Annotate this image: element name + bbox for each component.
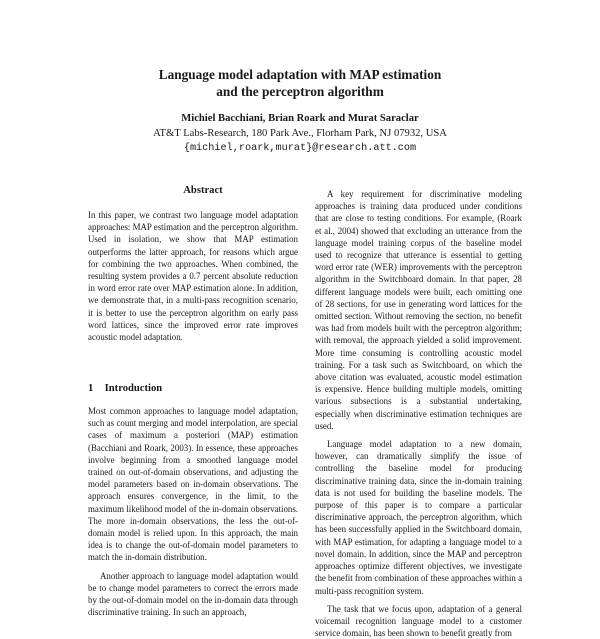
- introduction-body: [88, 405, 298, 618]
- right-column-body: [315, 188, 522, 639]
- right-paragraph-2: Language model adaptation to a new domain, however, can dramatically simplify the issue of controlling the baseline model for producing discriminative training data, since the in-domain training data is not used for building the baseline models. The purpose of this paper is to compare a particular discriminative approach, the perceptron algorithm, which has been successfully applied in the Switchboard domain, with MAP estimation, for adapting a language model to a novel domain. In addition, since the MAP and perceptron approaches optimize different objectives, we investigate the benefit from combination of these approaches within a multi-pass recognition system.: [315, 439, 523, 596]
- right-paragraph-3: The task that we focus upon, adaptation of a general voicemail recognition language model to a customer service domain, has been shown to benefit greatly from: [315, 603, 522, 639]
- abstract-text: In this paper, we contrast two language model adaptation approaches: MAP estimation and the perceptron algorithm. Used in isolation, we show that MAP estimation outperforms the latter approach, for reasons which argue for combining the two approaches. When combined, the resulting system provides a 0.7 percent absolute reduction in word error rate over MAP estimation alone. In addition, we demonstrate that, in a multi-pass recognition scenario, it is better to use the perceptron algorithm on early pass word lattices, since the improved error rate improves acoustic model adaptation.: [88, 210, 298, 343]
- paper-title: [0, 66, 600, 100]
- section-number: 1: [88, 383, 94, 394]
- abstract-body: [88, 209, 298, 343]
- right-paragraph-1: A key requirement for discriminative modeling approaches is training data produced under conditions that are close to testing conditions. For example, (Roark et al., 2004) showed that excluding an utterance from the language model training corpus of the baseline model used to recognize that utterance is essential to getting word error rate (WER) improvements with the perceptron algorithm in the Switchboard domain. In that paper, 28 different language models were built, each omitting one of 28 sections, for use in generating word lattices for the omitted section. Without removing the section, no benefit was had from models built with the perceptron algorithm; with removal, the approach yielded a solid improvement. More time consuming is controlling acoustic model training. For a task such as Switchboard, on which the above citation was evaluated, acoustic model estimation is expensive. Hence building multiple models, omitting various subsections is a substantial undertaking, especially when discriminative estimation techniques are used.: [315, 189, 522, 431]
- title-line-2: and the perceptron algorithm: [216, 84, 384, 99]
- affiliation: AT&T Labs-Research, 180 Park Ave., Florham Park, NJ 07932, USA: [153, 128, 447, 139]
- title-line-1: Language model adaptation with MAP estimation: [158, 67, 442, 82]
- section-title: Introduction: [104, 383, 163, 394]
- intro-paragraph-2: Another approach to language model adaptation would be to change model parameters to correct the errors made by the out-of-domain model on the in-domain data through discriminative training. In such an approach,: [88, 570, 298, 618]
- abstract-heading: Abstract: [183, 185, 223, 196]
- authors: Michiel Bacchiani, Brian Roark and Murat Saraclar: [181, 113, 419, 124]
- section-heading-introduction: [88, 382, 298, 396]
- intro-paragraph-1: Most common approaches to language model adaptation, such as count merging and model interpolation, are special cases of maximum a posteriori (MAP) estimation (Bacchiani and Roark, 2003). In essence, these approaches involve beginning from a smoothed language model trained on out-of-domain observations, and adjusting the model parameters based on in-domain observations. The approach ensures convergence, in the limit, to the maximum likelihood model of the in-domain observations. The more in-domain observations, the less the out-of-domain model is relied upon. In this approach, the main idea is to change the out-of-domain model parameters to match the in-domain distribution.: [88, 406, 298, 563]
- email-address: {michiel,roark,murat}@research.att.com: [183, 143, 417, 154]
